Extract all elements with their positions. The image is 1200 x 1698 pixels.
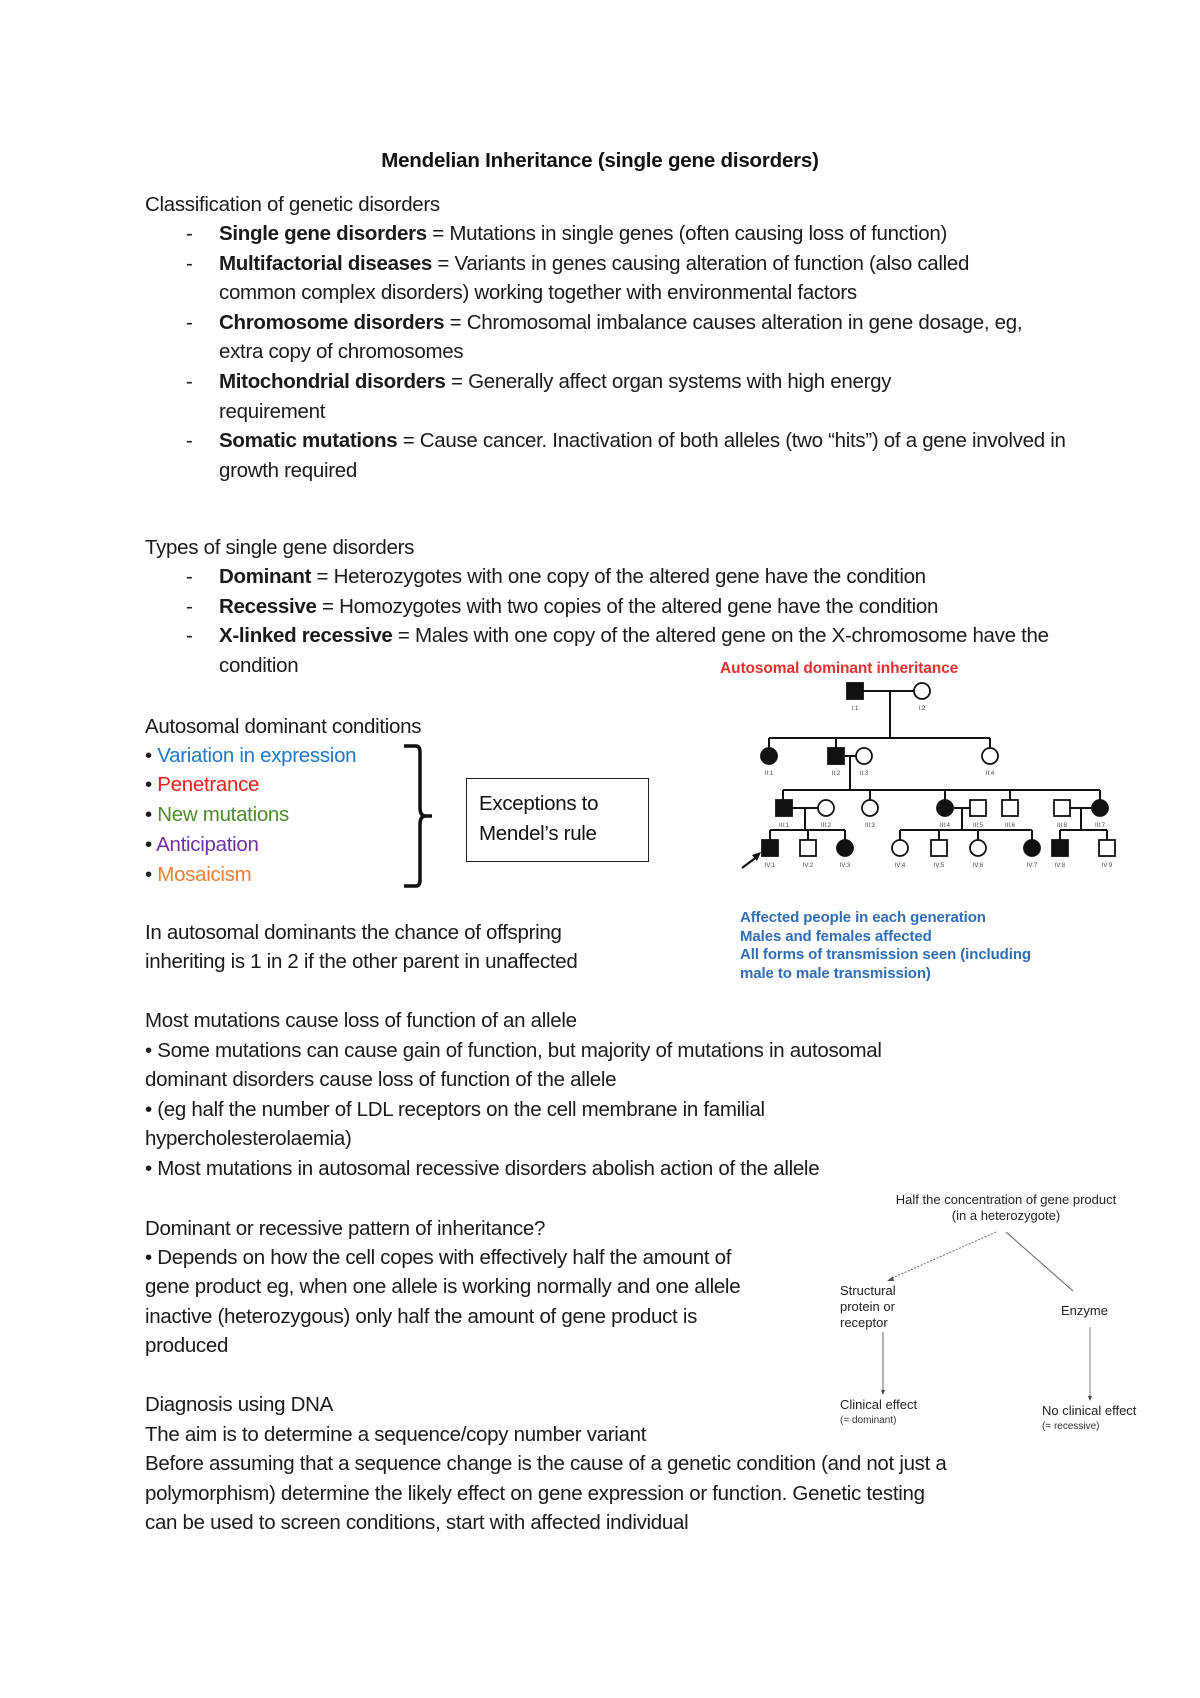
- pedigree-note: Males and females affected: [740, 927, 932, 945]
- term: Mitochondrial disorders: [219, 369, 446, 393]
- list-item: [186, 219, 1036, 249]
- diagnosis-line: Before assuming that a sequence change is the cause of a genetic condition (and not just a: [145, 1452, 947, 1475]
- pedigree-note: male to male transmission): [740, 964, 931, 982]
- exceptions-line: Exceptions to: [479, 792, 599, 815]
- definition: = Cause cancer. Inactivation of both alleles (two “hits”) of a gene involved in growth required: [219, 429, 1066, 482]
- curly-bracket-icon: [402, 742, 432, 890]
- ad-item-mosaicism: [145, 860, 251, 890]
- ad-item-label: Penetrance: [157, 773, 260, 796]
- types-heading: Types of single gene disorders: [145, 536, 415, 559]
- term: Chromosome disorders: [219, 310, 445, 334]
- pedigree-label: III:7: [1094, 823, 1106, 829]
- dor-heading: Dominant or recessive pattern of inheritance?: [145, 1217, 546, 1240]
- term: Dominant: [219, 565, 312, 588]
- diagnosis-line: The aim is to determine a sequence/copy number variant: [145, 1423, 647, 1446]
- dor-line: inactive (heterozygous) only half the amount of gene product is: [145, 1305, 698, 1328]
- page-title: Mendelian Inheritance (single gene disorders): [381, 149, 819, 172]
- term: Single gene disorders: [219, 222, 427, 245]
- definition: = Mutations in single genes (often causing loss of function): [426, 222, 948, 245]
- lof-line: hypercholesterolaemia): [145, 1127, 352, 1150]
- definition: = Chromosomal imbalance causes alteration in gene dosage, eg, extra copy of chromosomes: [219, 310, 1023, 364]
- list-item: [186, 249, 1039, 308]
- term: X-linked recessive: [219, 624, 393, 648]
- bullet: •: [145, 803, 152, 826]
- term: Recessive: [219, 594, 317, 618]
- list-item: [186, 308, 1069, 367]
- exceptions-box: [466, 778, 649, 862]
- flow-text: Structural: [840, 1283, 896, 1298]
- bullet: •: [145, 773, 152, 796]
- flow-right-result: [1042, 1403, 1136, 1435]
- lof-heading: Most mutations cause loss of function of an allele: [145, 1009, 577, 1032]
- ad-item-new-mutations: [145, 800, 289, 830]
- pedigree-label: IV:8: [1054, 863, 1066, 869]
- ad-item-label: Variation in expression: [157, 744, 357, 767]
- definition: = Variants in genes causing alteration of function (also called common complex disorders) working together with environmental factors: [219, 251, 970, 305]
- pedigree-title: Autosomal dominant inheritance: [720, 660, 959, 677]
- pedigree-label: III:5: [972, 823, 984, 829]
- lof-line: dominant disorders cause loss of function of the allele: [145, 1068, 617, 1091]
- flow-left-node: [840, 1283, 896, 1331]
- pedigree-label: IV:9: [1101, 863, 1113, 869]
- bullet: •: [145, 863, 152, 886]
- pedigree-label: III:6: [1004, 823, 1016, 829]
- list-item: [186, 592, 1036, 622]
- pedigree-label: IV:2: [802, 863, 814, 869]
- exceptions-line: Mendel’s rule: [479, 821, 597, 845]
- classification-list: [186, 219, 1066, 485]
- pedigree-label: III:3: [864, 823, 876, 829]
- definition: = Homozygotes with two copies of the altered gene have the condition: [316, 594, 939, 618]
- list-item: [186, 367, 999, 426]
- flow-text: (in a heterozygote): [951, 1208, 1061, 1223]
- pedigree-label: II:4: [985, 771, 995, 777]
- diagnosis-line: can be used to screen conditions, start with affected individual: [145, 1511, 689, 1534]
- flow-right-node: Enzyme: [1061, 1303, 1108, 1318]
- ad-conditions-heading: Autosomal dominant conditions: [145, 715, 422, 738]
- lof-line: • (eg half the number of LDL receptors on the cell membrane in familial: [145, 1098, 765, 1121]
- dor-line: produced: [145, 1334, 229, 1357]
- pedigree-label: III:2: [820, 823, 832, 829]
- proband-arrow-icon: [742, 852, 761, 868]
- pedigree-label: III:1: [778, 823, 790, 829]
- pedigree-label: IV:4: [894, 863, 906, 869]
- definition: = Generally affect organ systems with high energy requirement: [219, 369, 892, 423]
- pedigree-label: III:4: [939, 823, 951, 829]
- bullet: •: [145, 744, 152, 767]
- pedigree-label: II:2: [831, 771, 841, 777]
- pedigree-label: IV:7: [1026, 863, 1038, 869]
- ad-item-label: Mosaicism: [157, 863, 252, 886]
- ad-item-label: Anticipation: [156, 833, 259, 856]
- diagnosis-line: polymorphism) determine the likely effect on gene expression or function. Genetic testing: [145, 1482, 925, 1505]
- flow-subtext: (= dominant): [840, 1415, 897, 1426]
- dor-line: • Depends on how the cell copes with effectively half the amount of: [145, 1246, 732, 1269]
- flow-left-result: [840, 1397, 917, 1429]
- pedigree-label: IV:3: [839, 863, 851, 869]
- dor-line: gene product eg, when one allele is working normally and one allele: [145, 1275, 741, 1298]
- definition: = Males with one copy of the altered gene on the X-chromosome have the condition: [219, 624, 1049, 677]
- flow-text: receptor: [840, 1315, 888, 1330]
- flow-text: Half the concentration of gene product: [895, 1192, 1117, 1207]
- pedigree-label: II:1: [764, 771, 774, 777]
- flow-text: No clinical effect: [1042, 1403, 1137, 1418]
- pedigree-chart: [740, 680, 1120, 890]
- pedigree-label: IV:6: [972, 863, 984, 869]
- term: Multifactorial diseases: [219, 251, 432, 275]
- pedigree-label: II:3: [859, 771, 869, 777]
- pedigree-label: IV:5: [933, 863, 945, 869]
- pedigree-notes: [740, 909, 1031, 983]
- ad-item-penetrance: [145, 770, 259, 800]
- flow-text: Clinical effect: [840, 1397, 918, 1412]
- ad-item-label: New mutations: [157, 803, 289, 826]
- pedigree-note: Affected people in each generation: [740, 909, 986, 926]
- pedigree-label: I:2: [918, 706, 926, 712]
- flow-text: protein or: [840, 1299, 895, 1314]
- flow-subtext: (= recessive): [1042, 1421, 1100, 1432]
- chance-line: inheriting is 1 in 2 if the other parent in unaffected: [145, 950, 578, 973]
- bullet: •: [145, 833, 152, 856]
- lof-line: • Some mutations can cause gain of function, but majority of mutations in autosomal: [145, 1039, 882, 1062]
- diagnosis-heading: Diagnosis using DNA: [145, 1393, 333, 1416]
- pedigree-label: I:1: [851, 706, 859, 712]
- lof-line: • Most mutations in autosomal recessive disorders abolish action of the allele: [145, 1157, 820, 1180]
- term: Somatic mutations: [219, 429, 398, 453]
- ad-item-anticipation: [145, 830, 259, 860]
- gene-product-flow-diagram: [840, 1192, 1180, 1442]
- pedigree-note: All forms of transmission seen (including: [740, 946, 1031, 963]
- chance-line: In autosomal dominants the chance of offspring: [145, 921, 562, 944]
- list-item: [186, 426, 1069, 485]
- definition: = Heterozygotes with one copy of the altered gene have the condition: [311, 565, 926, 588]
- pedigree-label: IV:1: [764, 863, 776, 869]
- ad-item-variation: [145, 741, 356, 771]
- pedigree-label: III:8: [1056, 823, 1068, 829]
- list-item: [186, 562, 1036, 592]
- classification-heading: Classification of genetic disorders: [145, 193, 440, 216]
